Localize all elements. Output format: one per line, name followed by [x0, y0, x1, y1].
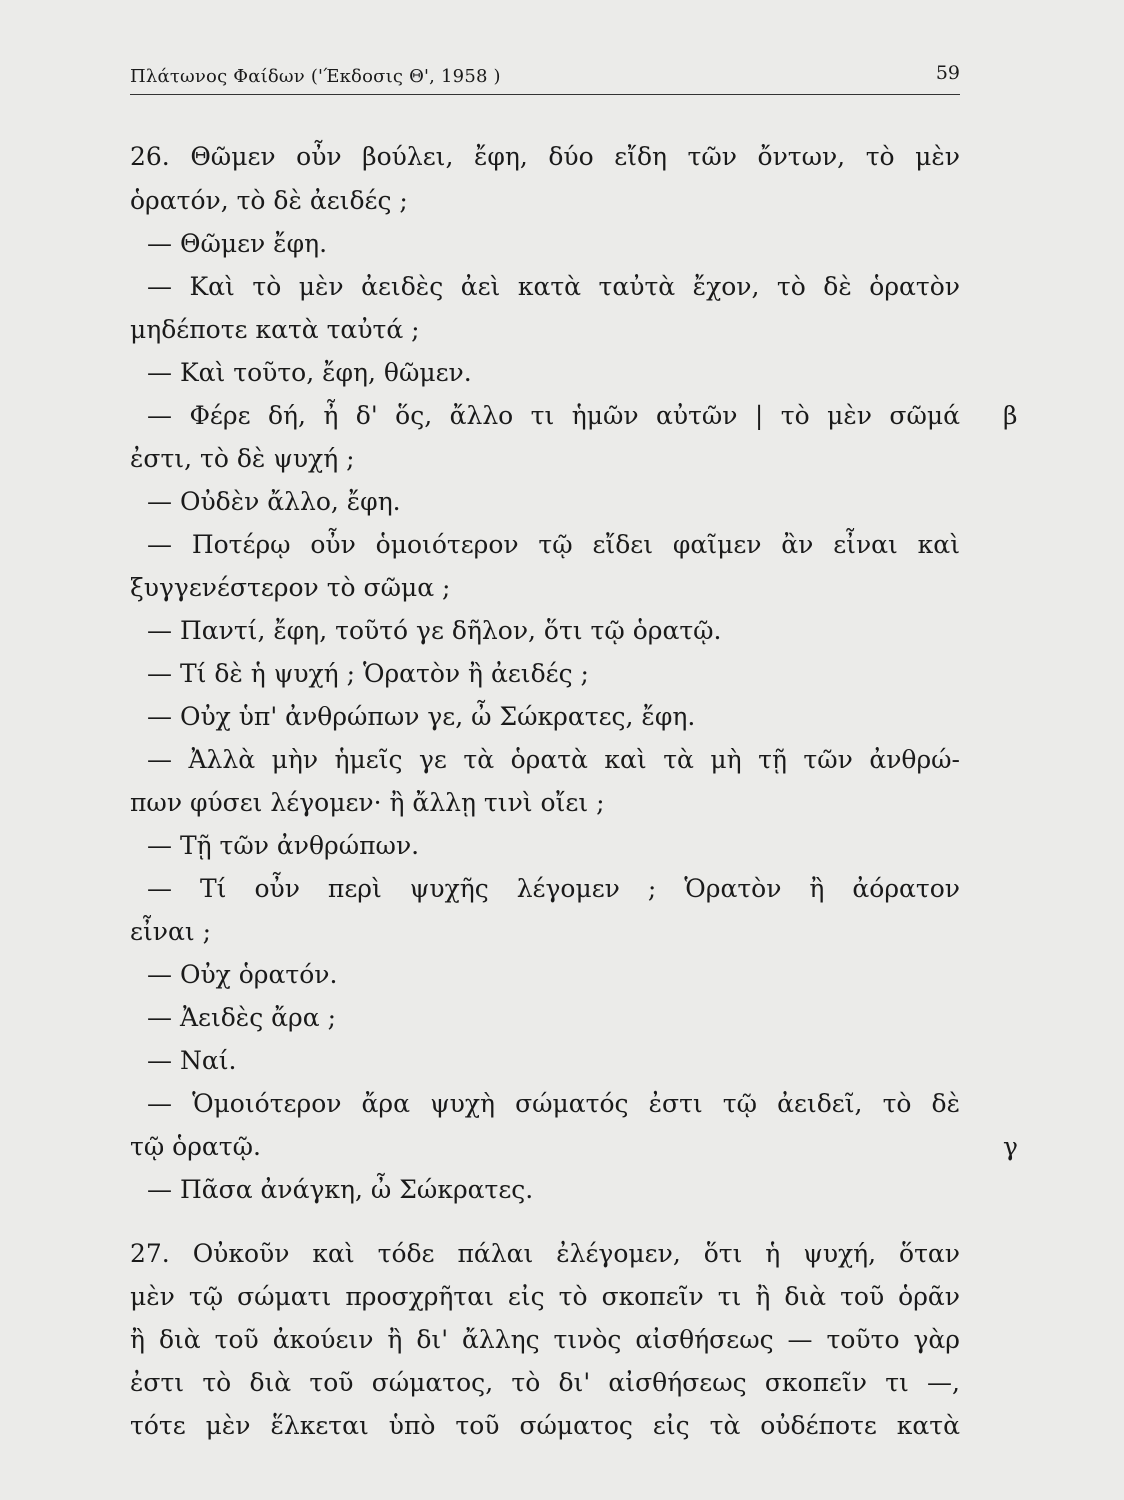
text-line: — Καὶ τὸ μὲν ἀειδὲς ἀεὶ κατὰ ταὐτὰ ἔχον, τὸ δὲ ὁρατὸν	[147, 272, 960, 301]
text-line: — Θῶμεν ἔφη.	[147, 229, 328, 258]
page-number: 59	[935, 62, 960, 84]
text-line: — Φέρε δή, ἦ δ' ὅς, ἄλλο τι ἡμῶν αὐτῶν | τὸ μὲν σῶμά	[147, 401, 960, 430]
text-line: — Παντί, ἔφη, τοῦτό γε δῆλον, ὅτι τῷ ὁρατῷ.	[147, 616, 722, 645]
text-line: τῷ ὁρατῷ.	[130, 1132, 261, 1161]
text-line: εἶναι ;	[130, 917, 212, 946]
text-line: ἐστι τὸ διὰ τοῦ σώματος, τὸ δι' αἰσθήσεως σκοπεῖν τι —,	[130, 1368, 960, 1397]
text-line: — Οὐδὲν ἄλλο, ἔφη.	[147, 487, 401, 516]
margin-note-beta: β	[1003, 401, 1018, 430]
text-line: μὲν τῷ σώματι προσχρῆται εἰς τὸ σκοπεῖν τι ἢ διὰ τοῦ ὁρᾶν	[130, 1282, 960, 1311]
text-line: — Ὁμοιότερον ἄρα ψυχὴ σώματός ἐστι τῷ ἀειδεῖ, τὸ δὲ	[147, 1089, 960, 1118]
text-line: — Πᾶσα ἀνάγκη, ὦ Σώκρατες.	[147, 1175, 534, 1204]
text-line: — Ἀειδὲς ἄρα ;	[147, 1003, 337, 1032]
text-line: — Οὐχ ὁρατόν.	[147, 960, 338, 989]
running-header	[130, 62, 960, 96]
header-rule	[130, 94, 960, 95]
text-line: — Τῇ τῶν ἀνθρώπων.	[147, 831, 420, 860]
text-line: — Οὐχ ὑπ' ἀνθρώπων γε, ὦ Σώκρατες, ἔφη.	[147, 702, 696, 731]
text-line: τότε μὲν ἕλκεται ὑπὸ τοῦ σώματος εἰς τὰ οὐδέποτε κατὰ	[130, 1411, 960, 1440]
text-line: μηδέποτε κατὰ ταὐτά ;	[130, 315, 420, 344]
text-line: — Τί δὲ ἡ ψυχή ; Ὁρατὸν ἢ ἀειδές ;	[147, 659, 589, 688]
header-title: Πλάτωνος Φαίδων ('Έκδοσις Θ', 1958 )	[130, 66, 501, 87]
text-line: ὁρατόν, τὸ δὲ ἀειδές ;	[130, 186, 408, 215]
margin-note-gamma: γ	[1003, 1132, 1018, 1161]
text-line: — Καὶ τοῦτο, ἔφη, θῶμεν.	[147, 358, 472, 387]
text-line: ἐστι, τὸ δὲ ψυχή ;	[130, 444, 355, 473]
text-line: — Ποτέρῳ οὖν ὁμοιότερον τῷ εἴδει φαῖμεν ἂν εἶναι καὶ	[147, 530, 960, 559]
text-line: πων φύσει λέγομεν· ἢ ἄλλῃ τινὶ οἴει ;	[130, 788, 605, 817]
text-line: 27. Οὐκοῦν καὶ τόδε πάλαι ἐλέγομεν, ὅτι ἡ ψυχή, ὅταν	[130, 1239, 960, 1268]
text-line: ξυγγενέστερον τὸ σῶμα ;	[130, 573, 451, 602]
text-line: ἢ διὰ τοῦ ἀκούειν ἢ δι' ἄλλης τινὸς αἰσθήσεως — τοῦτο γὰρ	[130, 1325, 960, 1354]
text-line: — Ναί.	[147, 1046, 237, 1075]
text-line: 26. Θῶμεν οὖν βούλει, ἔφη, δύο εἴδη τῶν ὄντων, τὸ μὲν	[130, 142, 960, 171]
text-line: — Τί οὖν περὶ ψυχῆς λέγομεν ; Ὁρατὸν ἢ ἀόρατον	[147, 874, 960, 903]
text-line: — Ἀλλὰ μὴν ἡμεῖς γε τὰ ὁρατὰ καὶ τὰ μὴ τῇ τῶν ἀνθρώ-	[147, 745, 960, 774]
